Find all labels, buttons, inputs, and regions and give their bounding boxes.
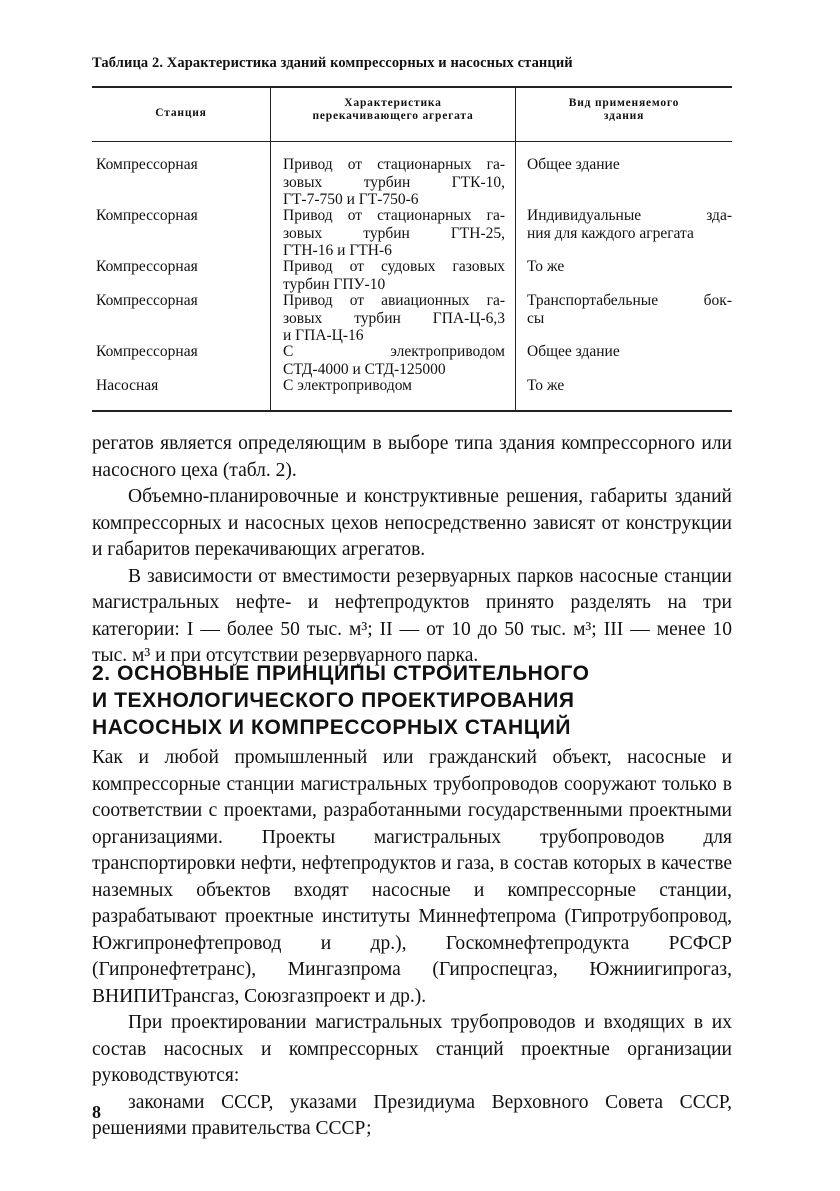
cell-line: Индивидуальные зда- <box>527 207 732 224</box>
table-column-divider <box>270 88 271 410</box>
body-text-upper <box>92 431 732 670</box>
header-building-line: здания <box>603 110 645 122</box>
cell-line: Транспортабельные бок- <box>527 292 732 309</box>
cell-line: То же <box>527 258 565 275</box>
paragraph: регатов является определяющим в выборе типа здания компрессорного или насосного цеха (табл. 2). <box>92 433 732 481</box>
cell-line: ния для каждого агрегата <box>527 224 694 242</box>
cell-line: СТД-4000 и СТД-125000 <box>283 360 446 378</box>
cell-line: Общее здание <box>527 343 620 360</box>
body-text-lower <box>92 745 732 1143</box>
paragraph: Как и любой промышленный или гражданский объект, насосные и компрессорные станции магистральных трубопроводов сооружают только в соответствии с проектами, разработанными государственными проектными организациями. Проекты магистральных трубопроводов для транспортировки нефти, нефтепродуктов и газа, в состав которых в качестве наземных объектов входят насосные и компрессорные станции, разрабатывают проектные институты Миннефтепрома (Гипротрубопровод, Южгипронефтепровод и др.), Госкомнефтепродукта РСФСР (Гипронефтетранс), Мингазпрома (Гипроспецгаз, Южниигипрогаз, ВНИПИТрансгаз, Союзгазпроект и др.). <box>92 747 732 1007</box>
table-cell-building <box>527 377 732 395</box>
paragraph: Объемно-планировочные и конструктивные решения, габариты зданий компрессорных и насосных цехов непосредственно зависят от конструкции и габаритов перекачивающих агрегатов. <box>92 486 732 560</box>
cell-line: С электроприводом <box>283 343 505 360</box>
cell-line: Привод от авиационных га- <box>283 292 505 309</box>
header-aggregate <box>271 97 515 123</box>
header-station: Станция <box>155 107 207 119</box>
table-cell-aggregate <box>283 207 505 260</box>
table-cell-building <box>527 258 732 276</box>
cell-line: ГТ-7-750 и ГТ-750-6 <box>283 191 419 208</box>
cell-line: Привод от судовых газовых <box>283 258 505 275</box>
cell-line: Привод от стационарных га- <box>283 156 505 173</box>
cell-line: сы <box>527 309 545 327</box>
table-cell-aggregate <box>283 258 505 293</box>
table-cell-aggregate <box>283 156 505 209</box>
cell-line: ГТН-16 и ГТН-6 <box>283 242 392 259</box>
table-cell-station: Насосная <box>96 377 159 394</box>
cell-line: То же <box>527 377 565 394</box>
table-cell-aggregate <box>283 377 505 395</box>
page-number: 8 <box>92 1102 101 1122</box>
cell-line: турбин ГПУ-10 <box>283 275 386 293</box>
cell-line: Привод от стационарных га- <box>283 207 505 224</box>
table-cell-building <box>527 343 732 361</box>
table-cell-building <box>527 207 732 242</box>
table-caption: Таблица 2. Характеристика зданий компрессорных и насосных станций <box>92 55 573 71</box>
table-column-divider <box>515 88 516 410</box>
header-building <box>516 97 732 123</box>
cell-line: и ГПА-Ц-16 <box>283 327 364 344</box>
cell-line: С электроприводом <box>283 377 412 394</box>
table-cell-station: Компрессорная <box>96 292 198 309</box>
paragraph: В зависимости от вместимости резервуарных парков насосные станции магистральных нефте- и нефтепродуктов принято разделять на три категории: I — более 50 тыс. м³; II — от 10 до 50 тыс. м³; III — менее 10 тыс. м³ и при отсутствии резервуарного парка. <box>92 565 732 666</box>
heading-line: 2. ОСНОВНЫЕ ПРИНЦИПЫ СТРОИТЕЛЬНОГО <box>92 662 590 685</box>
table-cell-station: Компрессорная <box>96 156 198 173</box>
heading-line: И ТЕХНОЛОГИЧЕСКОГО ПРОЕКТИРОВАНИЯ <box>92 689 575 712</box>
table-cell-building <box>527 292 732 327</box>
paragraph: законами СССР, указами Президиума Верховного Совета СССР, решениями правительства СССР; <box>92 1091 732 1139</box>
cell-line: зовых турбин ГТН-25, <box>283 224 505 242</box>
header-aggregate-line: перекачивающего агрегата <box>312 110 474 122</box>
header-aggregate-line: Характеристика <box>344 97 442 109</box>
heading-line: НАСОСНЫХ И КОМПРЕССОРНЫХ СТАНЦИЙ <box>92 716 572 739</box>
table-header-rule <box>92 141 732 142</box>
table-cell-aggregate <box>283 343 505 378</box>
table-cell-station: Компрессорная <box>96 343 198 360</box>
table-bottom-rule <box>92 410 732 412</box>
table-cell-building <box>527 156 732 174</box>
section-heading <box>92 660 732 741</box>
cell-line: зовых турбин ГПА-Ц-6,3 <box>283 309 505 327</box>
cell-line: Общее здание <box>527 156 620 173</box>
header-building-line: Вид применяемого <box>568 97 680 109</box>
table-cell-station: Компрессорная <box>96 207 198 224</box>
table-cell-aggregate <box>283 292 505 345</box>
table-cell-station: Компрессорная <box>96 258 198 275</box>
cell-line: зовых турбин ГТК-10, <box>283 173 505 191</box>
table-top-rule <box>92 86 732 88</box>
paragraph: При проектировании магистральных трубопроводов и входящих в их состав насосных и компрессорных станций проектные организации руководствуются: <box>92 1012 732 1086</box>
